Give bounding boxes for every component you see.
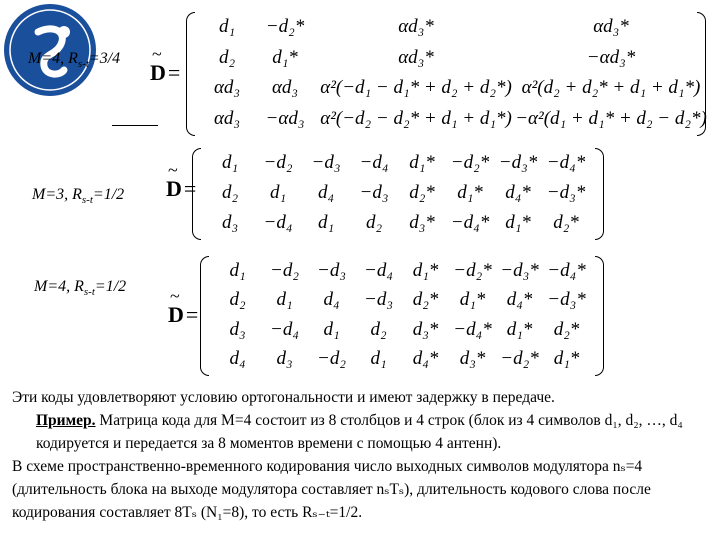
- matrix-cell: −αd₃: [265, 107, 305, 129]
- matrix-cell: −d₃: [359, 182, 389, 203]
- matrix-cell: d₂: [365, 212, 383, 233]
- matrix-cell: d₁: [317, 212, 335, 233]
- example-paragraph: [12, 409, 712, 455]
- matrix-cell: d₄: [317, 182, 335, 203]
- matrix-cell: d₁*: [272, 46, 298, 68]
- matrix-bracket-left: [200, 256, 209, 376]
- matrix-grid: [214, 256, 590, 374]
- matrix-cell: d₁: [221, 152, 239, 173]
- example-body: Матрица кода для M=4 состоит из 8 столбцов и 4 строк (блок из 4 символов d₁, d₂, …, d₄ кодируется и передается за 8 моментов времени с помощью 4 антенн).: [36, 412, 683, 452]
- matrix-bracket-left: [192, 148, 201, 240]
- matrix-cell: −d₄: [270, 318, 299, 340]
- matrix-cell: −d₂*: [265, 16, 305, 38]
- matrix-cell: d₁*: [506, 318, 533, 340]
- matrix-cell: −d₄*: [453, 318, 492, 340]
- matrix-cell: d₂*: [553, 318, 580, 340]
- matrix-cell: d₁*: [459, 289, 486, 311]
- matrix-cell: −d₃: [311, 152, 341, 173]
- matrix-cell: −d₃: [364, 289, 393, 311]
- matrix-cell: d₂*: [553, 212, 579, 233]
- matrix-cell: −d₂*: [500, 348, 539, 370]
- matrix-cell: −d₂: [270, 259, 299, 281]
- matrix-cell: −d₃*: [546, 182, 586, 203]
- matrix-cell: d₂: [370, 318, 387, 340]
- matrix-cell: −d₃*: [498, 152, 538, 173]
- matrix-cell: d₃: [229, 318, 246, 340]
- matrix-cell: d₂*: [412, 289, 439, 311]
- matrix-bracket-right: [697, 12, 706, 136]
- matrix-3-symbol: ~ D=: [168, 286, 199, 327]
- divider-line: [112, 125, 158, 126]
- matrix-cell: αd₃: [271, 77, 299, 99]
- matrix-bracket-right: [595, 148, 604, 240]
- paragraph-1: Эти коды удовлетворяют условию ортогональности и имеют задержку в передаче.: [12, 389, 555, 406]
- matrix-cell: −d₂: [263, 152, 293, 173]
- matrix-cell: αd₃*: [398, 16, 434, 38]
- matrix-grid: [200, 12, 707, 134]
- matrix-2-symbol: ~ D=: [166, 160, 197, 201]
- matrix-cell: α²(−d₁ − d₁* + d₂ + d₂*): [320, 77, 512, 99]
- matrix-cell: −d₄: [263, 212, 293, 233]
- matrix-cell: d₁: [229, 259, 246, 281]
- matrix-cell: α²(−d₂ − d₂* + d₁ + d₁*): [320, 107, 512, 129]
- matrix-cell: d₁: [269, 182, 287, 203]
- matrix-cell: −α²(d₁ + d₁* + d₂ − d₂*): [515, 107, 707, 129]
- matrix-cell: d₁*: [553, 348, 580, 370]
- matrix-cell: d₂*: [409, 182, 435, 203]
- matrix-cell: −d₄: [359, 152, 389, 173]
- matrix-cell: α²(d₂ + d₂* + d₁ + d₁*): [521, 77, 701, 99]
- scheme-label-3: M=4, $R_{s-t}=1/2$: [34, 278, 127, 298]
- scheme-label-2: M=3, $R_{s-t}=1/2$: [32, 186, 125, 206]
- matrix-cell: −d₄: [364, 259, 393, 281]
- matrix-grid: [206, 148, 590, 238]
- matrix-cell: −d₂*: [453, 259, 492, 281]
- matrix-cell: d₁: [323, 318, 340, 340]
- matrix-cell: d₂: [218, 46, 236, 68]
- matrix-cell: d₄*: [505, 182, 531, 203]
- matrix-cell: d₄*: [506, 289, 533, 311]
- code-matrix-1: [186, 12, 706, 134]
- matrix-cell: −αd₃*: [586, 46, 636, 68]
- matrix-cell: d₂: [229, 289, 246, 311]
- matrix-cell: d₁: [370, 348, 387, 370]
- matrix-cell: αd₃: [213, 77, 241, 99]
- matrix-cell: d₁*: [412, 259, 439, 281]
- matrix-bracket-left: [186, 12, 195, 136]
- matrix-cell: d₁: [276, 289, 293, 311]
- matrix-cell: −d₃*: [500, 259, 539, 281]
- matrix-cell: αd₃: [213, 107, 241, 129]
- matrix-cell: d₄: [229, 348, 246, 370]
- matrix-cell: −d₄*: [546, 152, 586, 173]
- code-matrix-2: [192, 148, 604, 238]
- description-text: [12, 386, 712, 524]
- matrix-cell: d₃: [221, 212, 239, 233]
- matrix-cell: −d₂*: [450, 152, 490, 173]
- matrix-cell: −d₃*: [547, 289, 586, 311]
- matrix-cell: d₃*: [459, 348, 486, 370]
- matrix-cell: d₃*: [412, 318, 439, 340]
- matrix-cell: d₁: [218, 16, 236, 38]
- matrix-cell: d₄*: [412, 348, 439, 370]
- matrix-cell: αd₃*: [398, 46, 434, 68]
- example-label: Пример.: [36, 412, 96, 429]
- matrix-cell: d₁*: [457, 182, 483, 203]
- matrix-cell: −d₄*: [450, 212, 490, 233]
- matrix-cell: d₃*: [409, 212, 435, 233]
- matrix-cell: αd₃*: [593, 16, 629, 38]
- matrix-cell: −d₃: [317, 259, 346, 281]
- matrix-cell: d₂: [221, 182, 239, 203]
- matrix-cell: d₁*: [505, 212, 531, 233]
- code-matrix-3: [200, 256, 604, 374]
- matrix-cell: −d₂: [317, 348, 346, 370]
- matrix-bracket-right: [595, 256, 604, 376]
- matrix-cell: d₃: [276, 348, 293, 370]
- matrix-1-symbol: ~ D=: [150, 44, 181, 85]
- matrix-cell: −d₄*: [547, 259, 586, 281]
- matrix-cell: d₁*: [409, 152, 435, 173]
- scheme-label-1: M=4, $R_{s-t}=3/4$: [28, 50, 121, 70]
- matrix-cell: d₄: [323, 289, 340, 311]
- paragraph-2: В схеме пространственно-временного кодирования число выходных символов модулятора nₛ=4 (длительность блока на выходе модулятора составляет nₛTₛ), длительность кодового слова после кодирования составляет 8Tₛ (N₁=8), то есть Rₛ₋ₜ=1/2.: [12, 458, 651, 521]
